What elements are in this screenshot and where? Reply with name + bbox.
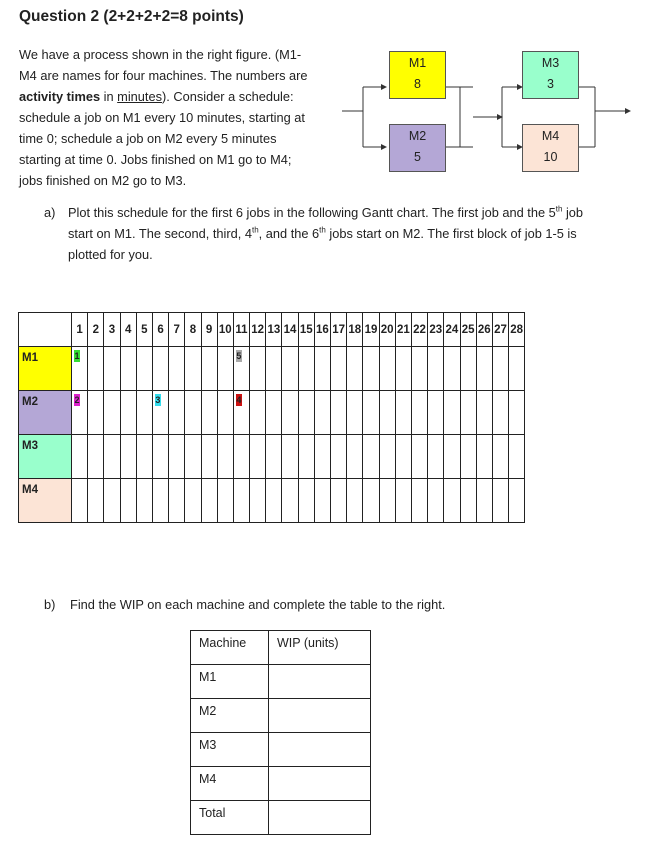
gantt-cell[interactable] — [347, 479, 363, 523]
wip-header-machine — [191, 631, 269, 665]
gantt-cell[interactable] — [266, 435, 282, 479]
gantt-cell[interactable] — [314, 479, 330, 523]
gantt-job-block: 5 — [236, 351, 242, 361]
intro-line: starting at time 0. Jobs finished on M1 go to M4; — [19, 152, 292, 167]
gantt-job-block: 3 — [155, 395, 161, 405]
gantt-cell[interactable] — [509, 435, 525, 479]
wip-table — [190, 630, 371, 835]
gantt-time-header: 21 — [395, 313, 411, 347]
gantt-cell[interactable] — [185, 435, 201, 479]
gantt-cell[interactable] — [72, 347, 88, 391]
gantt-time-header: 23 — [428, 313, 444, 347]
part-a-label: a) — [44, 205, 56, 220]
gantt-cell[interactable] — [509, 479, 525, 523]
gantt-cell[interactable] — [331, 435, 347, 479]
gantt-cell[interactable] — [201, 479, 217, 523]
intro-text: in — [100, 89, 118, 104]
gantt-time-header: 1 — [72, 313, 88, 347]
gantt-cell[interactable] — [460, 391, 476, 435]
gantt-cell[interactable] — [298, 391, 314, 435]
gantt-cell[interactable] — [347, 391, 363, 435]
gantt-machine-name: M2 — [22, 396, 38, 408]
gantt-cell[interactable] — [395, 479, 411, 523]
gantt-time-header: 19 — [363, 313, 379, 347]
gantt-row-m3 — [19, 435, 525, 479]
gantt-time-header: 12 — [250, 313, 266, 347]
part-b-label: b) — [44, 597, 56, 612]
gantt-cell[interactable] — [444, 479, 460, 523]
gantt-time-header: 22 — [411, 313, 427, 347]
wip-machine-cell — [191, 801, 269, 835]
process-diagram — [330, 40, 640, 180]
gantt-cell[interactable] — [476, 479, 492, 523]
gantt-row-m2 — [19, 391, 525, 435]
gantt-cell[interactable] — [120, 479, 136, 523]
gantt-cell[interactable] — [104, 479, 120, 523]
gantt-cell[interactable] — [201, 347, 217, 391]
gantt-cell[interactable] — [331, 391, 347, 435]
gantt-cell[interactable] — [250, 435, 266, 479]
part-a-text: job — [562, 205, 584, 220]
machine-time: 3 — [547, 77, 554, 91]
gantt-cell[interactable] — [250, 391, 266, 435]
gantt-cell[interactable] — [460, 479, 476, 523]
bold-activity-times: activity times — [19, 89, 101, 104]
part-b-text: Find the WIP on each machine and complete the table to the right. — [70, 597, 446, 612]
gantt-cell[interactable] — [104, 435, 120, 479]
machine-time: 8 — [414, 77, 421, 91]
part-a-line — [68, 202, 583, 223]
gantt-job-block: 1 — [74, 351, 80, 361]
machine-name: M2 — [408, 129, 427, 143]
gantt-cell[interactable] — [476, 347, 492, 391]
gantt-cell[interactable] — [169, 347, 185, 391]
gantt-cell[interactable] — [331, 347, 347, 391]
wip-header-units — [269, 631, 371, 665]
gantt-cell[interactable] — [476, 435, 492, 479]
wip-header-units-text: WIP (units) — [277, 636, 339, 650]
question-title: Question 2 (2+2+2+2=8 points) — [19, 8, 244, 25]
gantt-cell[interactable] — [136, 391, 152, 435]
gantt-cell[interactable] — [217, 391, 233, 435]
superscript: th — [555, 204, 563, 214]
gantt-time-header: 2 — [88, 313, 104, 347]
gantt-time-header: 18 — [347, 313, 363, 347]
gantt-cell[interactable] — [120, 347, 136, 391]
gantt-cell[interactable] — [233, 347, 249, 391]
gantt-machine-label — [19, 391, 72, 435]
intro-text: ). Consider a schedule: — [161, 89, 294, 104]
gantt-cell[interactable] — [72, 391, 88, 435]
gantt-time-header: 8 — [185, 313, 201, 347]
gantt-cell[interactable] — [509, 347, 525, 391]
wip-row — [191, 801, 371, 835]
gantt-cell[interactable] — [460, 435, 476, 479]
wip-machine-cell-text: M1 — [199, 670, 217, 684]
gantt-cell[interactable] — [233, 435, 249, 479]
gantt-cell[interactable] — [233, 391, 249, 435]
gantt-cell[interactable] — [201, 435, 217, 479]
superscript: th — [252, 225, 259, 235]
gantt-row-m4 — [19, 479, 525, 523]
machine-name: M3 — [541, 56, 560, 70]
gantt-cell[interactable] — [120, 391, 136, 435]
gantt-cell[interactable] — [72, 479, 88, 523]
gantt-cell[interactable] — [104, 391, 120, 435]
wip-value-cell[interactable] — [269, 767, 371, 801]
gantt-cell[interactable] — [428, 479, 444, 523]
gantt-cell[interactable] — [411, 435, 427, 479]
wip-machine-cell-text: Total — [199, 806, 226, 820]
wip-value-cell[interactable] — [269, 699, 371, 733]
gantt-cell[interactable] — [72, 435, 88, 479]
gantt-cell[interactable] — [233, 479, 249, 523]
gantt-time-header: 14 — [282, 313, 298, 347]
gantt-cell[interactable] — [444, 391, 460, 435]
gantt-machine-name: M1 — [22, 352, 38, 364]
gantt-cell[interactable] — [460, 347, 476, 391]
intro-line — [19, 86, 294, 107]
gantt-cell[interactable] — [152, 479, 168, 523]
wip-machine-cell — [191, 665, 269, 699]
gantt-cell[interactable] — [250, 347, 266, 391]
gantt-cell[interactable] — [492, 435, 508, 479]
gantt-cell[interactable] — [314, 391, 330, 435]
gantt-cell[interactable] — [169, 479, 185, 523]
gantt-cell[interactable] — [185, 391, 201, 435]
gantt-cell[interactable] — [266, 347, 282, 391]
wip-machine-cell-text: M2 — [199, 704, 217, 718]
wip-value-cell[interactable] — [269, 733, 371, 767]
gantt-cell[interactable] — [266, 391, 282, 435]
gantt-cell[interactable] — [492, 347, 508, 391]
gantt-cell[interactable] — [88, 347, 104, 391]
gantt-time-header: 17 — [331, 313, 347, 347]
gantt-cell[interactable] — [217, 347, 233, 391]
gantt-cell[interactable] — [282, 479, 298, 523]
gantt-machine-label — [19, 435, 72, 479]
gantt-cell[interactable] — [88, 435, 104, 479]
gantt-time-header: 10 — [217, 313, 233, 347]
machine-name: M1 — [408, 56, 427, 70]
gantt-time-header: 26 — [476, 313, 492, 347]
superscript: th — [319, 225, 326, 235]
gantt-cell[interactable] — [492, 479, 508, 523]
wip-row — [191, 699, 371, 733]
gantt-cell[interactable] — [363, 391, 379, 435]
gantt-cell[interactable] — [282, 347, 298, 391]
gantt-cell[interactable] — [379, 479, 395, 523]
part-a-line: plotted for you. — [68, 247, 153, 262]
gantt-time-header: 5 — [136, 313, 152, 347]
gantt-cell[interactable] — [152, 435, 168, 479]
machine-m3-box — [522, 51, 579, 99]
wip-machine-cell-text: M3 — [199, 738, 217, 752]
gantt-cell[interactable] — [282, 391, 298, 435]
wip-row — [191, 665, 371, 699]
gantt-machine-label — [19, 347, 72, 391]
gantt-cell[interactable] — [476, 391, 492, 435]
gantt-cell[interactable] — [201, 391, 217, 435]
intro-line: M4 are names for four machines. The numbers are — [19, 68, 308, 83]
gantt-cell[interactable] — [395, 391, 411, 435]
intro-line: schedule a job on M1 every 10 minutes, starting at — [19, 110, 305, 125]
gantt-cell[interactable] — [363, 435, 379, 479]
gantt-cell[interactable] — [379, 347, 395, 391]
gantt-cell[interactable] — [217, 435, 233, 479]
gantt-time-header: 15 — [298, 313, 314, 347]
machine-time: 10 — [543, 150, 558, 164]
part-a-line — [68, 223, 577, 244]
wip-value-cell[interactable] — [269, 665, 371, 699]
gantt-cell[interactable] — [185, 479, 201, 523]
gantt-cell[interactable] — [395, 435, 411, 479]
gantt-corner-cell — [19, 313, 72, 347]
gantt-cell[interactable] — [363, 479, 379, 523]
part-a-text: jobs start on M2. The first block of job 1-5 is — [325, 226, 577, 241]
gantt-time-header: 4 — [120, 313, 136, 347]
gantt-cell[interactable] — [428, 347, 444, 391]
gantt-cell[interactable] — [266, 479, 282, 523]
intro-line: We have a process shown in the right figure. (M1- — [19, 47, 302, 62]
gantt-time-header: 16 — [314, 313, 330, 347]
gantt-cell[interactable] — [411, 479, 427, 523]
wip-machine-cell — [191, 699, 269, 733]
gantt-time-header: 6 — [152, 313, 168, 347]
wip-row — [191, 767, 371, 801]
gantt-chart — [18, 312, 525, 523]
gantt-cell[interactable] — [428, 391, 444, 435]
part-a-text: , and the 6 — [258, 226, 320, 241]
gantt-time-header: 20 — [379, 313, 395, 347]
gantt-cell[interactable] — [411, 347, 427, 391]
wip-value-cell[interactable] — [269, 801, 371, 835]
machine-m1-box — [389, 51, 446, 99]
wip-header-machine-text: Machine — [199, 636, 247, 650]
machine-m2-box — [389, 124, 446, 172]
gantt-machine-name: M4 — [22, 484, 38, 496]
gantt-cell[interactable] — [152, 347, 168, 391]
gantt-cell[interactable] — [331, 479, 347, 523]
gantt-time-header: 27 — [492, 313, 508, 347]
gantt-time-header: 3 — [104, 313, 120, 347]
gantt-cell[interactable] — [88, 391, 104, 435]
gantt-cell[interactable] — [217, 479, 233, 523]
gantt-time-header: 25 — [460, 313, 476, 347]
gantt-cell[interactable] — [347, 435, 363, 479]
gantt-time-header: 7 — [169, 313, 185, 347]
gantt-cell[interactable] — [136, 479, 152, 523]
gantt-time-header: 28 — [509, 313, 525, 347]
gantt-cell[interactable] — [347, 347, 363, 391]
gantt-job-block: 2 — [74, 395, 80, 405]
gantt-row-m1 — [19, 347, 525, 391]
gantt-cell[interactable] — [363, 347, 379, 391]
gantt-cell[interactable] — [492, 391, 508, 435]
gantt-time-header: 13 — [266, 313, 282, 347]
gantt-cell[interactable] — [395, 347, 411, 391]
gantt-cell[interactable] — [314, 347, 330, 391]
gantt-cell[interactable] — [169, 435, 185, 479]
gantt-cell[interactable] — [250, 479, 266, 523]
wip-row — [191, 733, 371, 767]
intro-line: time 0; schedule a job on M2 every 5 minutes — [19, 131, 277, 146]
part-a-text: Plot this schedule for the first 6 jobs in the following Gantt chart. The first job and the 5 — [68, 205, 556, 220]
gantt-cell[interactable] — [444, 347, 460, 391]
machine-name: M4 — [541, 129, 560, 143]
gantt-cell[interactable] — [282, 435, 298, 479]
gantt-cell[interactable] — [314, 435, 330, 479]
gantt-cell[interactable] — [379, 391, 395, 435]
gantt-cell[interactable] — [104, 347, 120, 391]
part-a-text: start on M1. The second, third, 4 — [68, 226, 252, 241]
gantt-cell[interactable] — [444, 435, 460, 479]
gantt-time-header: 9 — [201, 313, 217, 347]
gantt-cell[interactable] — [298, 479, 314, 523]
gantt-cell[interactable] — [152, 391, 168, 435]
gantt-cell[interactable] — [136, 435, 152, 479]
gantt-cell[interactable] — [120, 435, 136, 479]
gantt-cell[interactable] — [298, 347, 314, 391]
gantt-cell[interactable] — [509, 391, 525, 435]
gantt-cell[interactable] — [298, 435, 314, 479]
gantt-cell[interactable] — [88, 479, 104, 523]
wip-machine-cell — [191, 733, 269, 767]
gantt-machine-name: M3 — [22, 440, 38, 452]
gantt-cell[interactable] — [169, 391, 185, 435]
gantt-cell[interactable] — [185, 347, 201, 391]
gantt-cell[interactable] — [411, 391, 427, 435]
gantt-machine-label — [19, 479, 72, 523]
gantt-job-block: 4 — [236, 395, 242, 405]
intro-line: jobs finished on M2 go to M3. — [19, 173, 187, 188]
machine-m4-box — [522, 124, 579, 172]
gantt-cell[interactable] — [428, 435, 444, 479]
underlined-minutes: minutes — [117, 89, 162, 104]
wip-machine-cell — [191, 767, 269, 801]
wip-machine-cell-text: M4 — [199, 772, 217, 786]
gantt-cell[interactable] — [379, 435, 395, 479]
gantt-cell[interactable] — [136, 347, 152, 391]
gantt-time-header: 11 — [233, 313, 249, 347]
gantt-time-header: 24 — [444, 313, 460, 347]
machine-time: 5 — [414, 150, 421, 164]
